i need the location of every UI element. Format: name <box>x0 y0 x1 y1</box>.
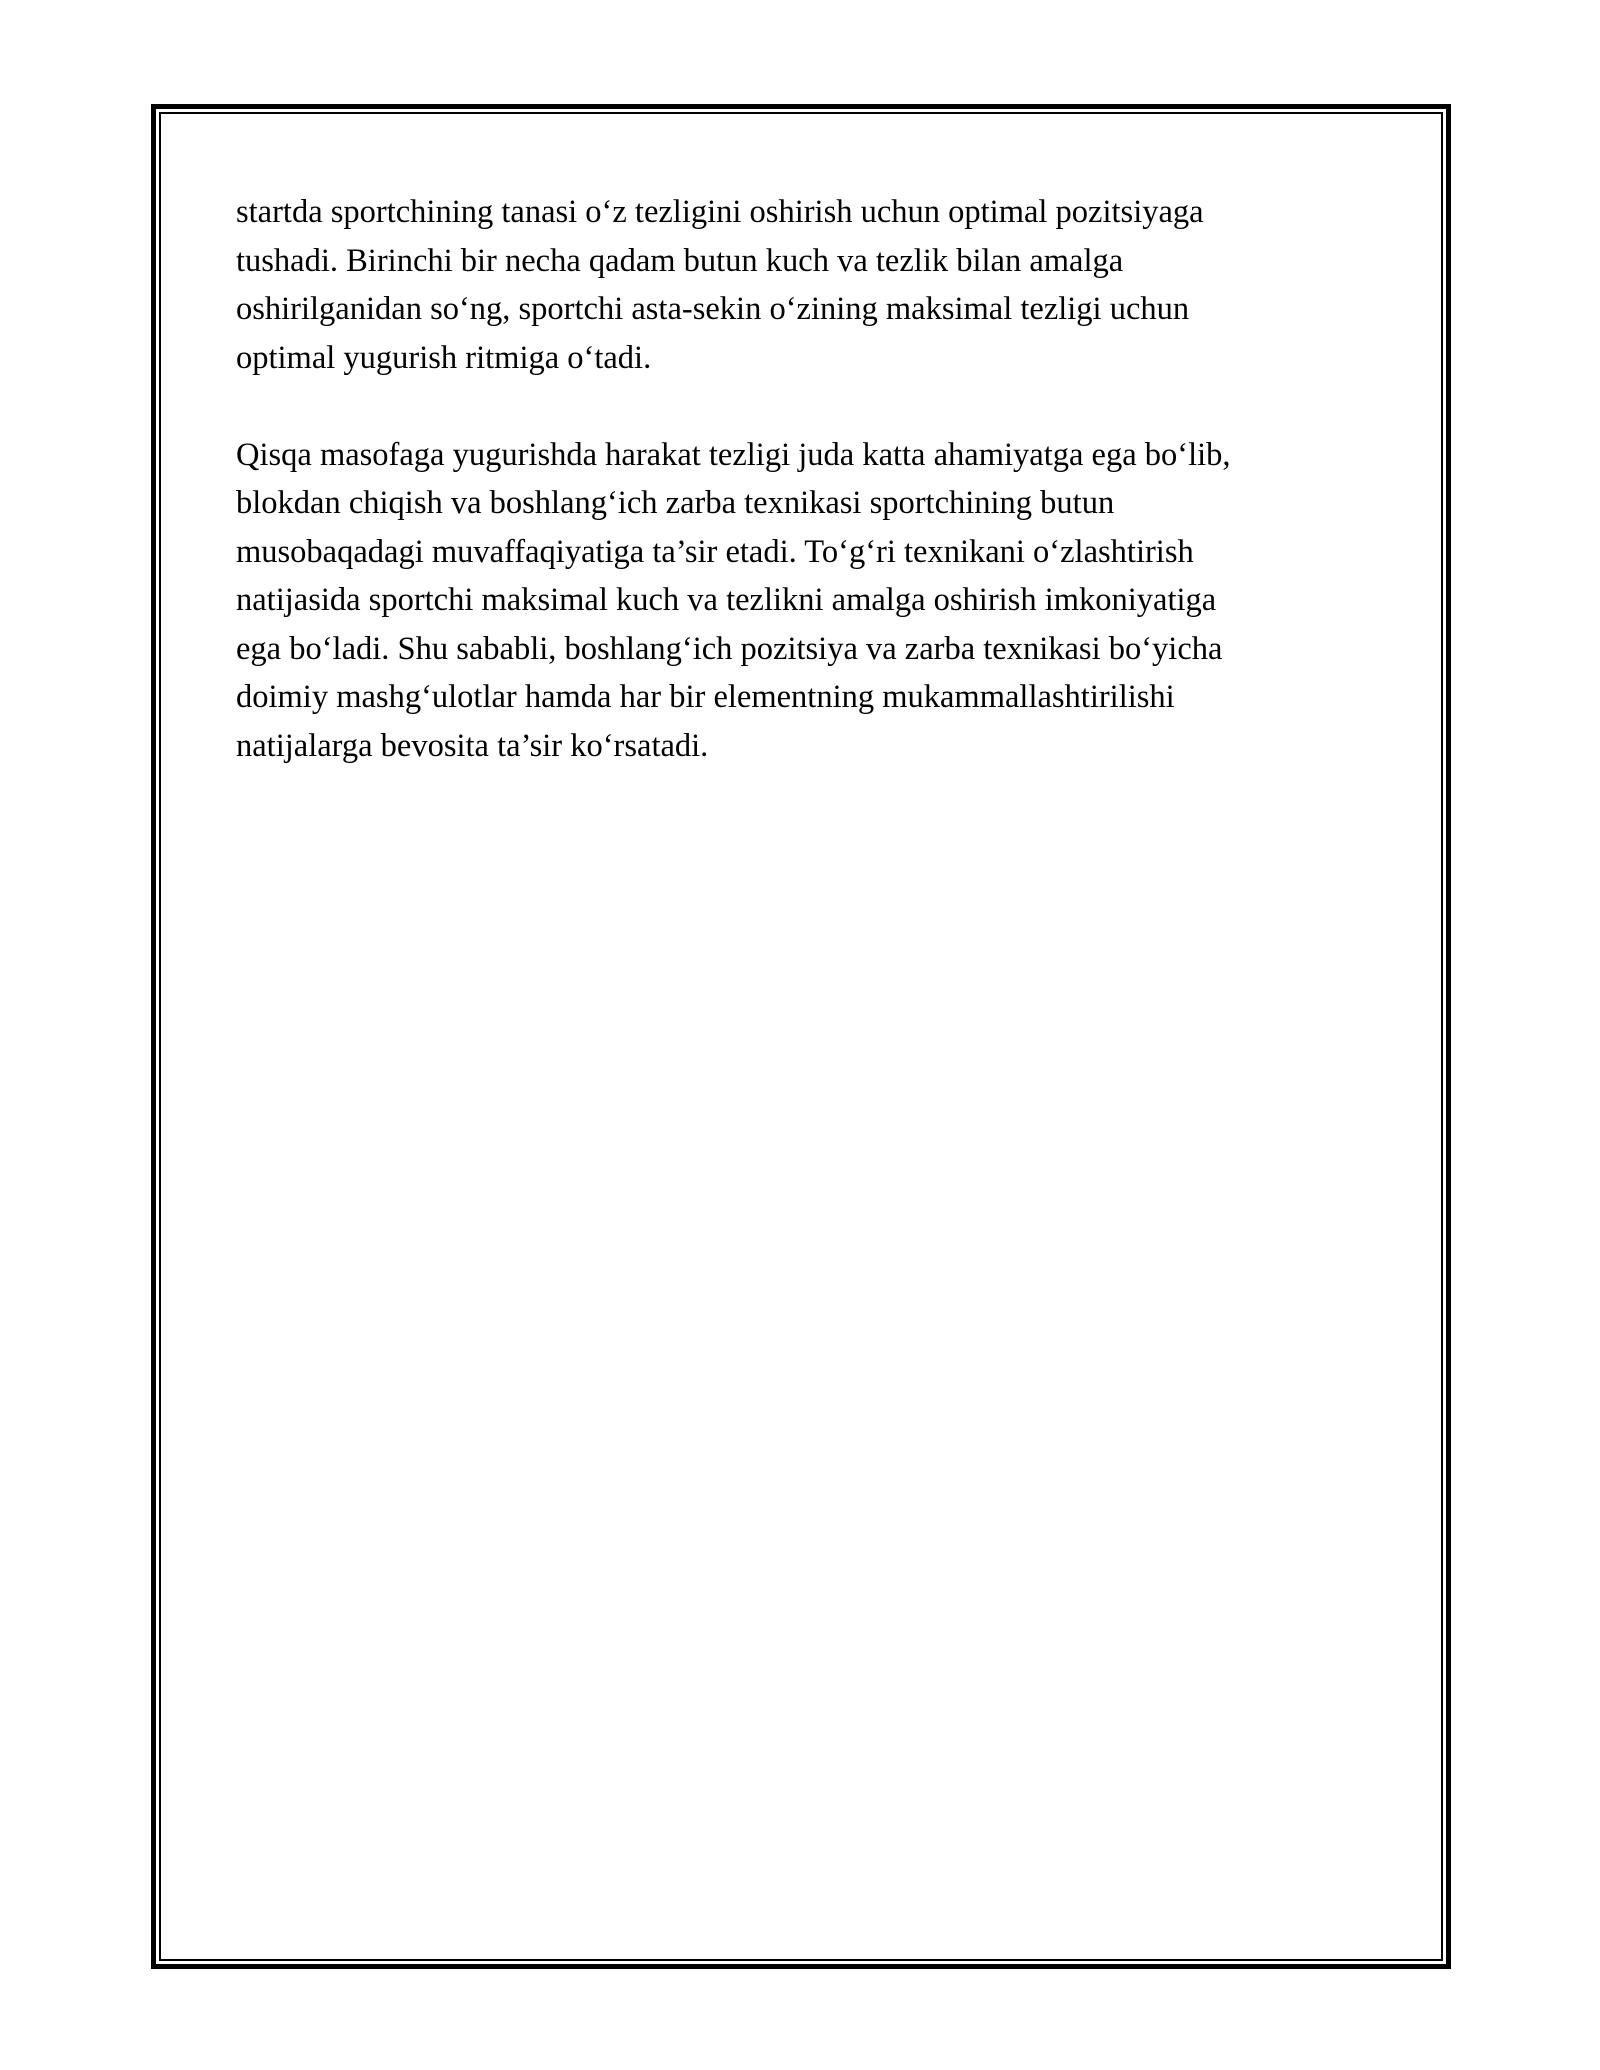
text-line: optimal yugurish ritmiga o‘tadi. <box>236 339 652 376</box>
paragraph-1 <box>236 188 1386 382</box>
paragraph-2 <box>236 431 1386 771</box>
text-line: natijalarga bevosita ta’sir ko‘rsatadi. <box>236 727 709 764</box>
text-line: tushadi. Birinchi bir necha qadam butun kuch va tezlik bilan amalga <box>236 242 1124 279</box>
text-line: doimiy mashg‘ulotlar hamda har bir elementning mukammallashtirilishi <box>236 679 1175 715</box>
text-line: oshirilganidan so‘ng, sportchi asta-sekin o‘zining maksimal tezligi uchun <box>236 291 1190 327</box>
text-line: blokdan chiqish va boshlang‘ich zarba texnikasi sportchining butun <box>236 485 1115 521</box>
text-line: startda sportchining tanasi o‘z tezligini oshirish uchun optimal pozitsiyaga <box>236 194 1204 230</box>
text-line: natijasida sportchi maksimal kuch va tezlikni amalga oshirish imkoniyatiga <box>236 582 1217 618</box>
text-line: musobaqadagi muvaffaqiyatiga ta’sir etadi. To‘g‘ri texnikani o‘zlashtirish <box>236 533 1194 570</box>
text-line: ega bo‘ladi. Shu sababli, boshlang‘ich pozitsiya va zarba texnikasi bo‘yicha <box>236 630 1223 667</box>
text-line: Qisqa masofaga yugurishda harakat tezligi juda katta ahamiyatga ega bo‘lib, <box>236 436 1231 473</box>
document-body <box>236 188 1386 770</box>
